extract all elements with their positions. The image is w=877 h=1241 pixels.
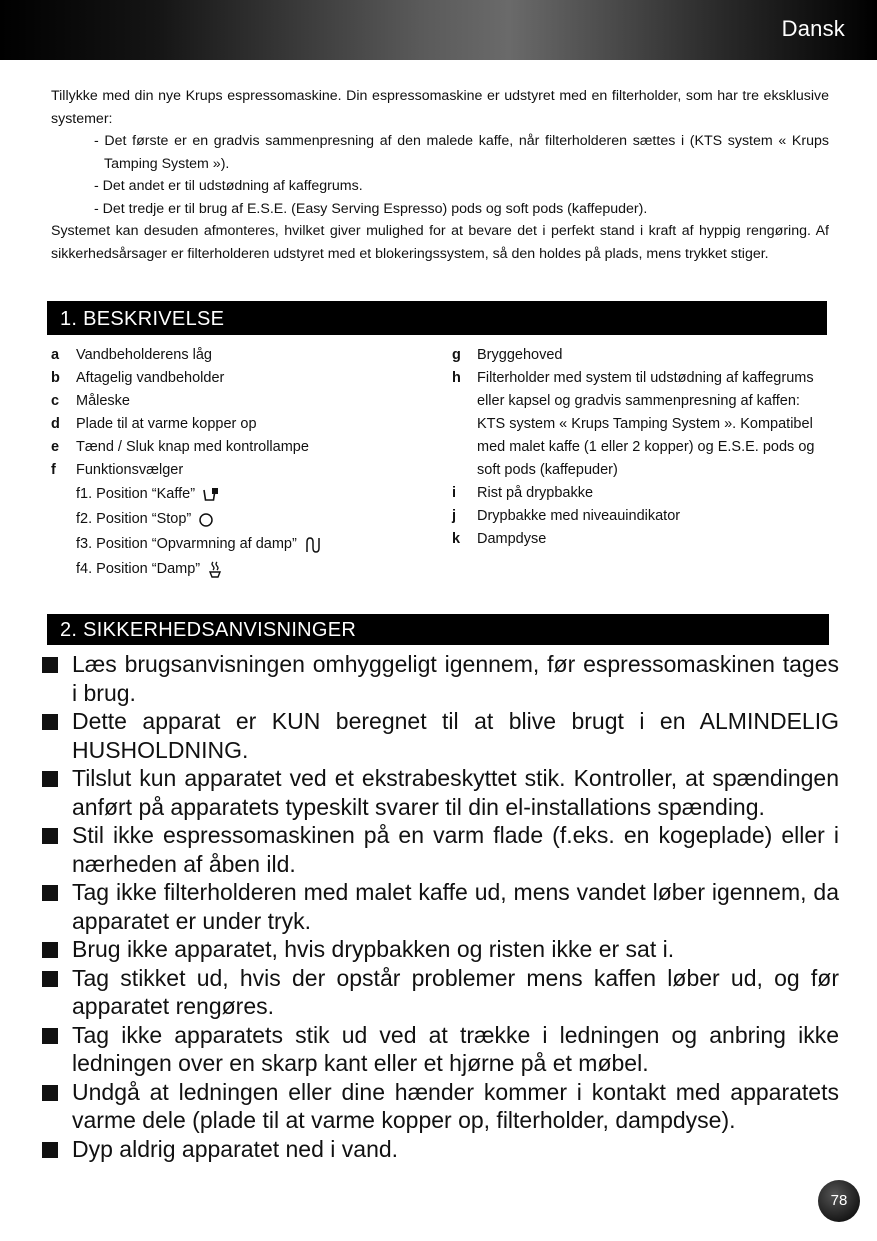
item-text: Vandbeholderens låg — [76, 347, 212, 363]
item-text: Bryggehoved — [477, 347, 563, 363]
list-item — [452, 482, 832, 505]
list-item — [42, 764, 839, 821]
sub-item-steam — [51, 557, 421, 582]
item-text: Plade til at varme kopper op — [76, 416, 257, 432]
item-text: Funktionsvælger — [76, 462, 184, 478]
sub-item-text: f3. Position “Opvarmning af damp” — [76, 536, 297, 552]
list-item — [42, 935, 839, 964]
item-text: Dampdyse — [477, 531, 547, 547]
bullet-square-icon — [42, 971, 58, 987]
safety-text: Tag stikket ud, hvis der opstår problemer mens kaffen løber ud, og før apparatet rengøres. — [72, 964, 839, 1019]
item-text: Måleske — [76, 393, 130, 409]
steam-icon — [207, 561, 223, 579]
bullet-square-icon — [42, 771, 58, 787]
intro-bullet: - Det tredje er til brug af E.S.E. (Easy Serving Espresso) pods og soft pods (kaffepuder). — [94, 200, 648, 217]
steam-heat-icon — [304, 536, 322, 554]
item-key: f — [51, 462, 56, 478]
sub-item-steam-heat — [51, 532, 421, 557]
list-item — [452, 528, 832, 551]
language-label: Dansk — [781, 16, 845, 41]
safety-text: Tag ikke filterholderen med malet kaffe ud, mens vandet løber igennem, da apparatet er under tryk. — [72, 879, 839, 934]
item-key: d — [51, 416, 60, 432]
description-list-left — [51, 344, 421, 582]
list-item — [42, 1021, 839, 1078]
bullet-square-icon — [42, 942, 58, 958]
list-item — [42, 821, 839, 878]
item-text: Aftagelig vandbeholder — [76, 370, 225, 386]
bullet-square-icon — [42, 1142, 58, 1158]
intro-paragraph: Tillykke med din nye Krups espressomaskine. Din espressomaskine er udstyret med en filterholder, som har tre eksklusive systemer: — [51, 88, 829, 127]
bullet-square-icon — [42, 1085, 58, 1101]
intro-bullet: - Det første er en gradvis sammenpresning af den malede kaffe, når filterholderen sættes i (KTS system « Krups Tamping System »). — [94, 133, 829, 172]
list-item — [51, 344, 421, 367]
list-item — [42, 650, 839, 707]
list-item — [42, 1135, 839, 1164]
bullet-square-icon — [42, 657, 58, 673]
intro-text — [51, 85, 829, 265]
bullet-square-icon — [42, 714, 58, 730]
item-key: e — [51, 439, 60, 455]
safety-text: Tilslut kun apparatet ved et ekstrabeskyttet stik. Kontroller, at spændingen anført på apparatets typeskilt svarer til din el-installations spænding. — [72, 765, 839, 820]
item-key: c — [51, 393, 60, 409]
list-item — [51, 367, 421, 390]
item-text: Drypbakke med niveauindikator — [477, 508, 681, 524]
item-key: a — [51, 347, 60, 363]
item-text: Rist på drypbakke — [477, 485, 594, 501]
section-title-safety: 2. SIKKERHEDSANVISNINGER — [47, 614, 829, 645]
safety-text: Dette apparat er KUN beregnet til at blive brugt i en ALMINDELIG HUSHOLDNING. — [72, 708, 839, 763]
bullet-square-icon — [42, 885, 58, 901]
sub-item-coffee — [51, 482, 421, 507]
item-key: h — [452, 370, 461, 386]
coffee-cup-icon — [202, 486, 220, 504]
item-key: k — [452, 531, 461, 547]
section-title-description: 1. BESKRIVELSE — [47, 301, 827, 335]
intro-bullet: - Det andet er til udstødning af kaffegrums. — [94, 178, 363, 194]
safety-text: Brug ikke apparatet, hvis drypbakken og risten ikke er sat i. — [72, 936, 675, 962]
page-number: 78 — [818, 1180, 860, 1222]
item-text: Filterholder med system til udstødning af kaffegrums eller kapsel og gradvis sammenpresning af kaffen: KTS system « Krups Tamping System ». Kompatibel med malet kaffe (1 eller 2 kopper) og E.S.E. pods og soft pods (kaffepuder) — [477, 370, 815, 478]
header-band — [0, 0, 877, 60]
list-item — [42, 1078, 839, 1135]
bullet-square-icon — [42, 1028, 58, 1044]
intro-paragraph: Systemet kan desuden afmonteres, hvilket giver mulighed for at bevare det i perfekt stand i kraft af hyppig rengøring. Af sikkerhedsårsager er filterholderen udstyret med et blokeringssystem, så den holdes på plads, mens trykket stiger. — [51, 223, 829, 262]
sub-item-text: f4. Position “Damp” — [76, 561, 201, 577]
sub-item-text: f1. Position “Kaffe” — [76, 486, 196, 502]
safety-list — [42, 650, 839, 1163]
item-key: j — [452, 508, 457, 524]
list-item — [452, 344, 832, 367]
stop-circle-icon — [198, 512, 214, 528]
sub-item-stop — [51, 507, 421, 532]
list-item — [42, 878, 839, 935]
item-text: Tænd / Sluk knap med kontrollampe — [76, 439, 309, 455]
list-item — [51, 436, 421, 459]
list-item — [452, 367, 832, 482]
list-item — [51, 459, 421, 482]
item-key: i — [452, 485, 457, 501]
list-item — [42, 964, 839, 1021]
list-item — [452, 505, 832, 528]
list-item — [42, 707, 839, 764]
bullet-square-icon — [42, 828, 58, 844]
item-key: g — [452, 347, 461, 363]
safety-text: Læs brugsanvisningen omhyggeligt igennem, før espressomaskinen tages i brug. — [72, 651, 839, 706]
sub-item-text: f2. Position “Stop” — [76, 511, 192, 527]
safety-text: Stil ikke espressomaskinen på en varm flade (f.eks. en kogeplade) eller i nærheden af åben ild. — [72, 822, 839, 877]
safety-text: Dyp aldrig apparatet ned i vand. — [72, 1135, 399, 1162]
list-item — [51, 413, 421, 436]
item-key: b — [51, 370, 60, 386]
safety-text: Tag ikke apparatets stik ud ved at trække i ledningen og anbring ikke ledningen over en skarp kant eller et hjørne på et møbel. — [72, 1021, 839, 1076]
list-item — [51, 390, 421, 413]
description-list-right — [452, 344, 832, 551]
safety-text: Undgå at ledningen eller dine hænder kommer i kontakt med apparatets varme dele (plade til at varme kopper op, filterholder, dampdyse). — [72, 1078, 839, 1133]
